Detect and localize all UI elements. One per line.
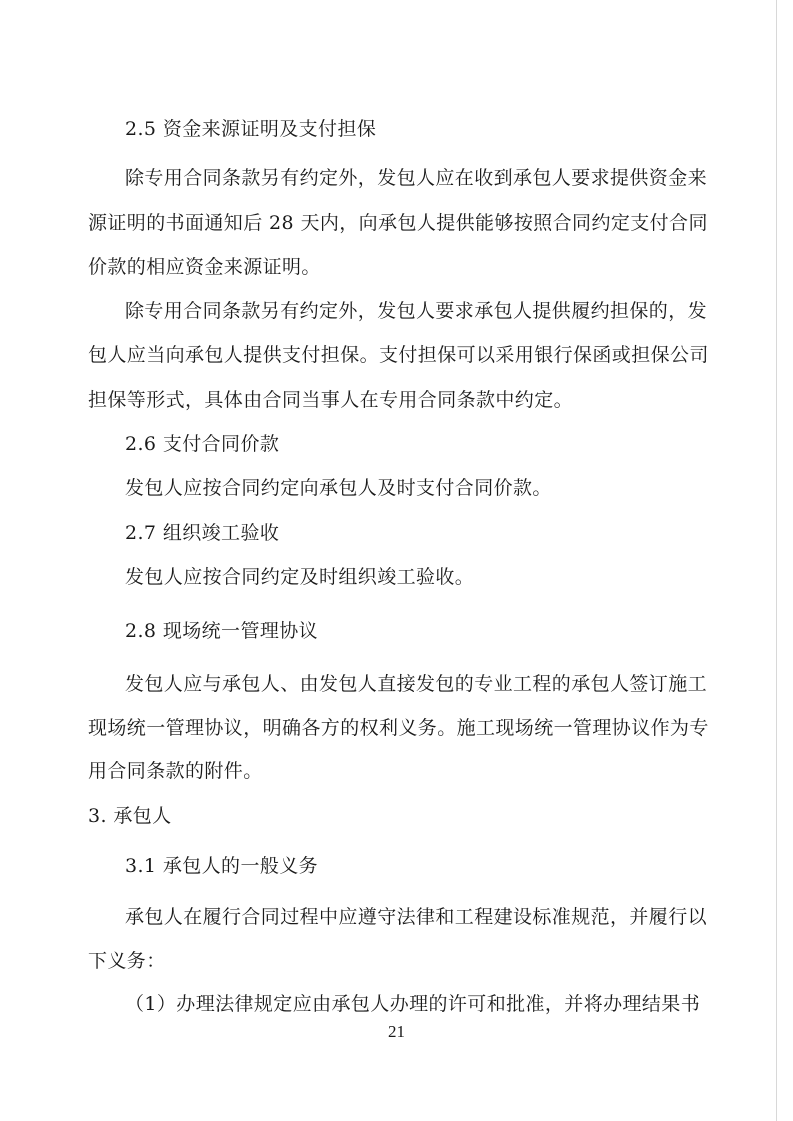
section-2-5-heading: 2.5 资金来源证明及支付担保 xyxy=(125,118,377,140)
list-item-1: （1）办理法律规定应由承包人办理的许可和批准，并将办理结果书 xyxy=(125,993,701,1015)
paragraph-line: 下义务： xyxy=(88,950,166,972)
section-2-6-heading: 2.6 支付合同价款 xyxy=(125,433,280,455)
section-3-1-heading: 3.1 承包人的一般义务 xyxy=(125,855,319,877)
paragraph-line: 价款的相应资金来源证明。 xyxy=(88,256,321,278)
section-2-7-heading: 2.7 组织竣工验收 xyxy=(125,522,280,544)
paragraph-line: 除专用合同条款另有约定外，发包人要求承包人提供履约担保的，发 xyxy=(125,300,708,322)
section-3-heading: 3. 承包人 xyxy=(88,805,172,827)
paragraph-line: 用合同条款的附件。 xyxy=(88,760,263,782)
paragraph-line: 发包人应与承包人、由发包人直接发包的专业工程的承包人签订施工 xyxy=(125,673,708,695)
scan-edge-line xyxy=(776,0,777,1121)
paragraph-line: 担保等形式，具体由合同当事人在专用合同条款中约定。 xyxy=(88,389,574,411)
paragraph-line: 源证明的书面通知后 28 天内，向承包人提供能够按照合同约定支付合同 xyxy=(88,212,708,234)
section-2-8-heading: 2.8 现场统一管理协议 xyxy=(125,620,319,642)
paragraph-line: 除专用合同条款另有约定外，发包人应在收到承包人要求提供资金来 xyxy=(125,167,708,189)
paragraph-line: 包人应当向承包人提供支付担保。支付担保可以采用银行保函或担保公司 xyxy=(88,344,709,366)
paragraph-line: 承包人在履行合同过程中应遵守法律和工程建设标准规范，并履行以 xyxy=(125,906,708,928)
paragraph-line: 发包人应按合同约定向承包人及时支付合同价款。 xyxy=(125,477,552,499)
page-number: 21 xyxy=(388,1022,405,1041)
paragraph-line: 现场统一管理协议，明确各方的权利义务。施工现场统一管理协议作为专 xyxy=(88,717,709,739)
paragraph-line: 发包人应按合同约定及时组织竣工验收。 xyxy=(125,566,475,588)
